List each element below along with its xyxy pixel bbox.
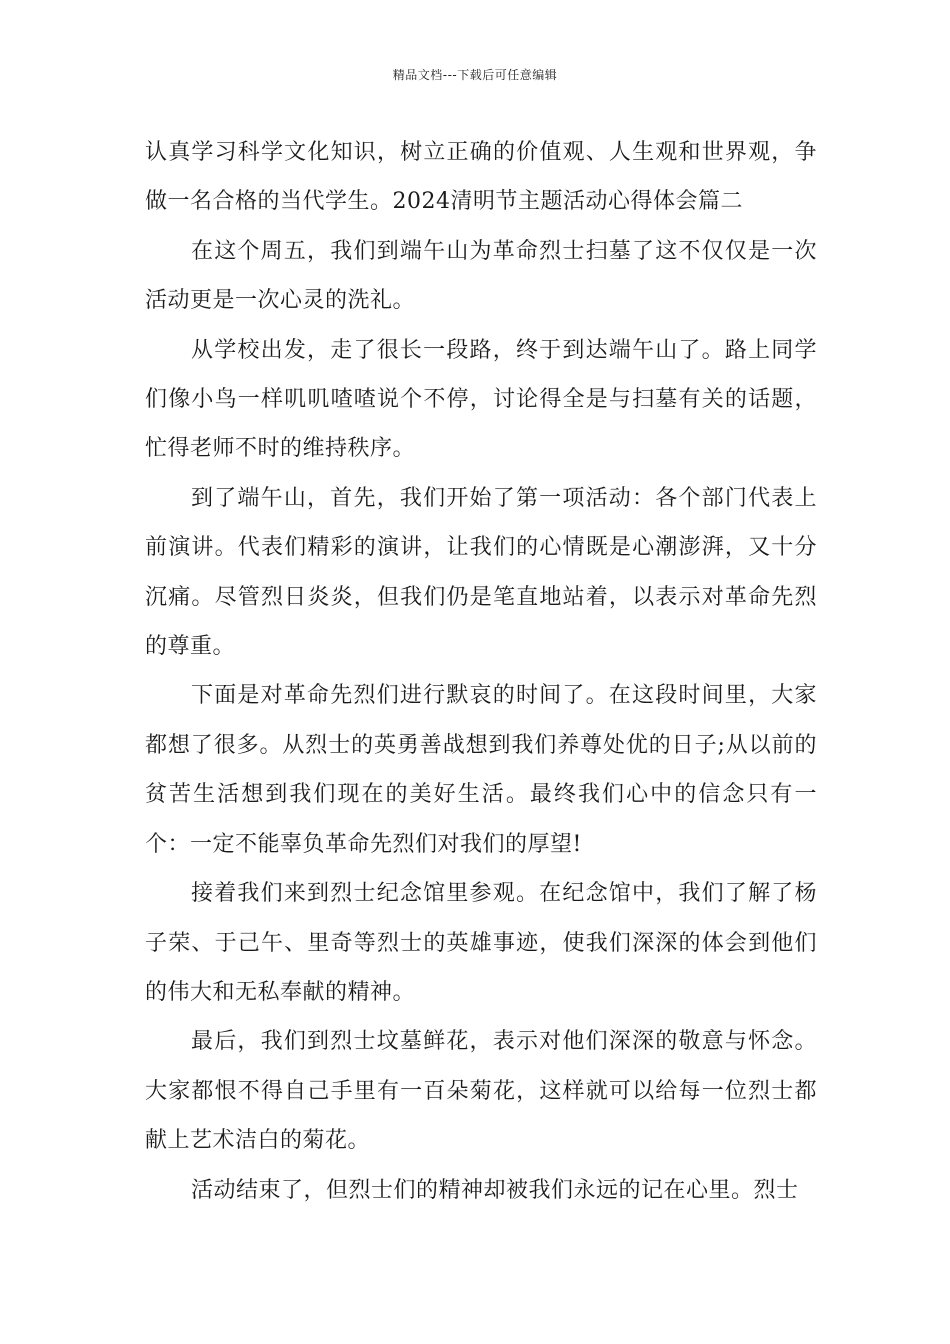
paragraph-3: 从学校出发，走了很长一段路，终于到达端午山了。路上同学们像小鸟一样叽叽喳喳说个不停，讨论得全是与扫墓有关的话题，忙得老师不时的维持秩序。 [145,337,817,462]
paragraph-1: 认真学习科学文化知识，树立正确的价值观、人生观和世界观，争做一名合格的当代学生。2024清明节主题活动心得体会篇二 [145,140,817,215]
paragraph-7: 最后，我们到烈士坟墓鲜花，表示对他们深深的敬意与怀念。大家都恨不得自己手里有一百朵菊花，这样就可以给每一位烈士都献上艺术洁白的菊花。 [145,1029,817,1154]
paragraph-8: 活动结束了，但烈士们的精神却被我们永远的记在心里。烈士 [191,1177,799,1203]
page-header: 精品文档---下载后可任意编辑 [392,68,558,82]
paragraph-2: 在这个周五，我们到端午山为革命烈士扫墓了这不仅仅是一次活动更是一次心灵的洗礼。 [145,238,817,314]
paragraph-6: 接着我们来到烈士纪念馆里参观。在纪念馆中，我们了解了杨子荣、于己午、里奇等烈士的英雄事迹，使我们深深的体会到他们的伟大和无私奉献的精神。 [145,881,817,1005]
paragraph-4: 到了端午山，首先，我们开始了第一项活动：各个部门代表上前演讲。代表们精彩的演讲，让我们的心情既是心潮澎湃，又十分沉痛。尽管烈日炎炎，但我们仍是笔直地站着，以表示对革命先烈的尊重。 [145,485,817,660]
paragraph-5: 下面是对革命先烈们进行默哀的时间了。在这段时间里，大家都想了很多。从烈士的英勇善战想到我们养尊处优的日子;从以前的贫苦生活想到我们现在的美好生活。最终我们心中的信念只有一个：一定不能辜负革命先烈们对我们的厚望! [145,683,817,857]
document-body [145,128,817,1215]
